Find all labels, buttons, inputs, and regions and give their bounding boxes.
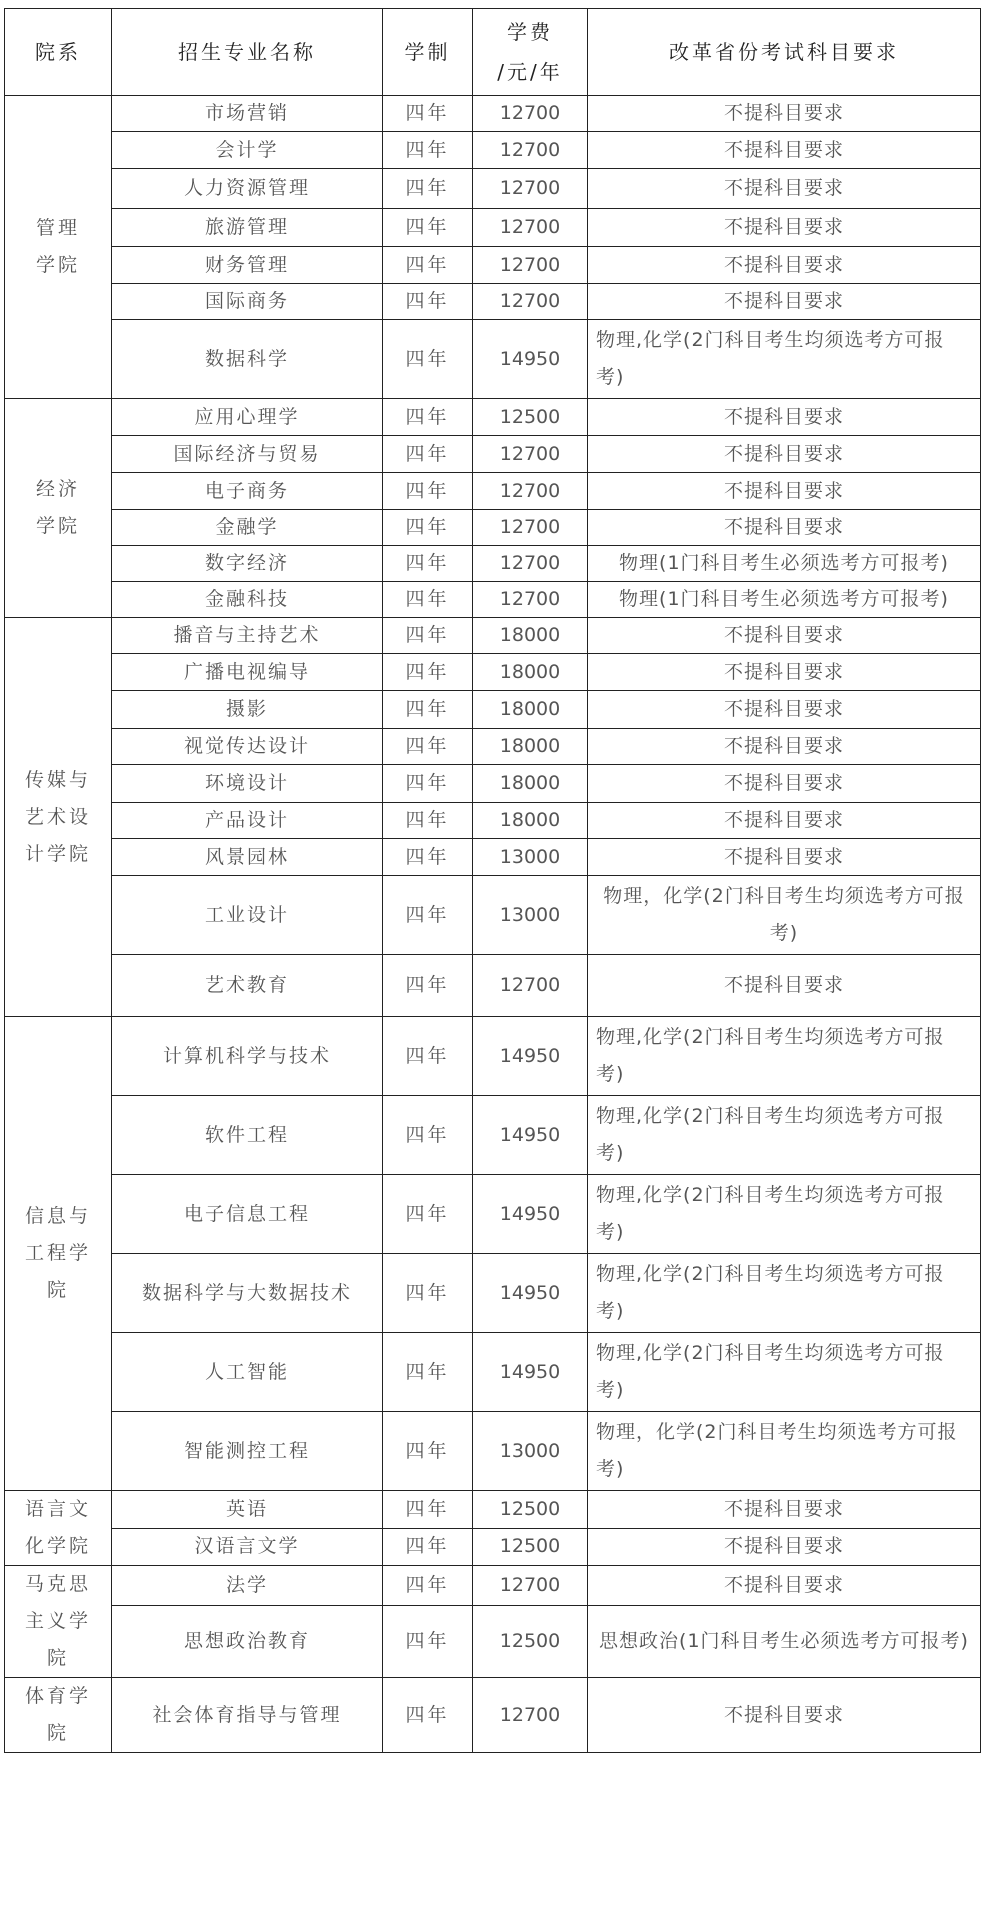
tuition-fee: 12500 <box>473 1491 588 1529</box>
subject-requirement: 物理,化学(2门科目考生均须选考方可报考) <box>588 320 981 399</box>
duration: 四年 <box>383 1017 473 1096</box>
major-name: 思想政治教育 <box>112 1606 383 1678</box>
major-name: 环境设计 <box>112 765 383 803</box>
tuition-fee: 18000 <box>473 803 588 839</box>
table-row <box>5 1254 981 1333</box>
major-name: 汉语言文学 <box>112 1528 383 1566</box>
tuition-fee: 12700 <box>473 510 588 546</box>
duration: 四年 <box>383 436 473 473</box>
table-row <box>5 209 981 247</box>
table-row <box>5 510 981 546</box>
major-name: 社会体育指导与管理 <box>112 1678 383 1753</box>
major-name: 法学 <box>112 1566 383 1606</box>
table-row <box>5 1333 981 1412</box>
subject-requirement: 物理,化学(2门科目考生均须选考方可报考) <box>588 1096 981 1175</box>
major-name: 金融学 <box>112 510 383 546</box>
subject-requirement: 不提科目要求 <box>588 654 981 691</box>
tuition-fee: 12700 <box>473 1566 588 1606</box>
tuition-fee: 13000 <box>473 876 588 955</box>
dept-cell <box>5 1491 112 1566</box>
table-row <box>5 765 981 803</box>
duration: 四年 <box>383 765 473 803</box>
duration: 四年 <box>383 1491 473 1529</box>
major-name: 电子信息工程 <box>112 1175 383 1254</box>
duration: 四年 <box>383 654 473 691</box>
dept-name-line: 传媒与 <box>24 768 91 791</box>
major-name: 国际经济与贸易 <box>112 436 383 473</box>
major-name: 人工智能 <box>112 1333 383 1412</box>
major-name: 软件工程 <box>112 1096 383 1175</box>
duration: 四年 <box>383 691 473 729</box>
tuition-fee: 13000 <box>473 1412 588 1491</box>
duration: 四年 <box>383 96 473 132</box>
dept-cell <box>5 618 112 1017</box>
table-row <box>5 1606 981 1678</box>
subject-requirement: 物理(1门科目考生必须选考方可报考) <box>588 582 981 618</box>
admissions-table <box>4 8 981 1753</box>
duration: 四年 <box>383 839 473 876</box>
subject-requirement: 不提科目要求 <box>588 169 981 209</box>
dept-cell <box>5 1678 112 1753</box>
subject-requirement: 不提科目要求 <box>588 765 981 803</box>
dept-name-line: 学院 <box>35 254 80 276</box>
duration: 四年 <box>383 169 473 209</box>
major-name: 市场营销 <box>112 96 383 132</box>
subject-requirement: 不提科目要求 <box>588 1566 981 1606</box>
duration: 四年 <box>383 284 473 320</box>
subject-requirement: 物理,化学(2门科目考生均须选考方可报考) <box>588 1175 981 1254</box>
major-name: 视觉传达设计 <box>112 729 383 765</box>
major-name: 金融科技 <box>112 582 383 618</box>
tuition-fee: 12500 <box>473 1528 588 1566</box>
major-name: 数据科学 <box>112 320 383 399</box>
header-fee-line1: 学费 <box>507 20 553 44</box>
table-row <box>5 132 981 169</box>
tuition-fee: 13000 <box>473 839 588 876</box>
subject-requirement: 物理，化学(2门科目考生均须选考方可报考) <box>588 876 981 955</box>
dept-name-line: 艺术设 <box>24 805 91 828</box>
dept-cell <box>5 1566 112 1678</box>
major-name: 数字经济 <box>112 546 383 582</box>
duration: 四年 <box>383 1566 473 1606</box>
table-row <box>5 546 981 582</box>
dept-cell <box>5 1017 112 1491</box>
duration: 四年 <box>383 955 473 1017</box>
table-row <box>5 169 981 209</box>
tuition-fee: 14950 <box>473 1017 588 1096</box>
header-fee <box>473 9 588 96</box>
major-name: 人力资源管理 <box>112 169 383 209</box>
dept-name-line: 院 <box>46 1722 69 1744</box>
table-row <box>5 1175 981 1254</box>
dept-name-line: 管理 <box>35 217 80 239</box>
tuition-fee: 14950 <box>473 1254 588 1333</box>
subject-requirement: 不提科目要求 <box>588 473 981 510</box>
subject-requirement: 物理(1门科目考生必须选考方可报考) <box>588 546 981 582</box>
table-row <box>5 876 981 955</box>
tuition-fee: 18000 <box>473 691 588 729</box>
table-row <box>5 436 981 473</box>
tuition-fee: 12500 <box>473 399 588 436</box>
duration: 四年 <box>383 1333 473 1412</box>
admissions-table-container <box>4 8 981 1753</box>
duration: 四年 <box>383 510 473 546</box>
table-row <box>5 473 981 510</box>
subject-requirement: 不提科目要求 <box>588 209 981 247</box>
duration: 四年 <box>383 132 473 169</box>
header-major: 招生专业名称 <box>112 9 383 96</box>
major-name: 数据科学与大数据技术 <box>112 1254 383 1333</box>
major-name: 播音与主持艺术 <box>112 618 383 654</box>
tuition-fee: 18000 <box>473 765 588 803</box>
subject-requirement: 思想政治(1门科目考生必须选考方可报考) <box>588 1606 981 1678</box>
subject-requirement: 物理,化学(2门科目考生均须选考方可报考) <box>588 1333 981 1412</box>
duration: 四年 <box>383 399 473 436</box>
dept-cell <box>5 96 112 399</box>
subject-requirement: 不提科目要求 <box>588 1528 981 1566</box>
major-name: 风景园林 <box>112 839 383 876</box>
dept-name-line: 化学院 <box>24 1535 91 1557</box>
subject-requirement: 不提科目要求 <box>588 510 981 546</box>
dept-name-line: 计学院 <box>24 842 91 865</box>
major-name: 财务管理 <box>112 247 383 284</box>
table-row <box>5 654 981 691</box>
table-row <box>5 729 981 765</box>
dept-name-line: 院 <box>46 1647 69 1669</box>
subject-requirement: 不提科目要求 <box>588 803 981 839</box>
dept-name-line: 经济 <box>35 478 80 500</box>
duration: 四年 <box>383 803 473 839</box>
duration: 四年 <box>383 1606 473 1678</box>
duration: 四年 <box>383 209 473 247</box>
table-row <box>5 1566 981 1606</box>
dept-name-line: 体育学 <box>24 1685 91 1707</box>
subject-requirement: 物理,化学(2门科目考生均须选考方可报考) <box>588 1254 981 1333</box>
table-row <box>5 1491 981 1529</box>
duration: 四年 <box>383 546 473 582</box>
table-row <box>5 399 981 436</box>
duration: 四年 <box>383 320 473 399</box>
duration: 四年 <box>383 729 473 765</box>
subject-requirement: 不提科目要求 <box>588 1678 981 1753</box>
table-row <box>5 247 981 284</box>
subject-requirement: 不提科目要求 <box>588 436 981 473</box>
tuition-fee: 12700 <box>473 96 588 132</box>
major-name: 广播电视编导 <box>112 654 383 691</box>
dept-name-line: 信息与 <box>24 1205 91 1227</box>
header-fee-line2: /元/年 <box>497 60 563 84</box>
duration: 四年 <box>383 876 473 955</box>
subject-requirement: 不提科目要求 <box>588 399 981 436</box>
major-name: 智能测控工程 <box>112 1412 383 1491</box>
subject-requirement: 不提科目要求 <box>588 729 981 765</box>
tuition-fee: 12700 <box>473 169 588 209</box>
subject-requirement: 不提科目要求 <box>588 1491 981 1529</box>
major-name: 艺术教育 <box>112 955 383 1017</box>
tuition-fee: 12700 <box>473 284 588 320</box>
subject-requirement: 不提科目要求 <box>588 691 981 729</box>
major-name: 摄影 <box>112 691 383 729</box>
subject-requirement: 不提科目要求 <box>588 955 981 1017</box>
dept-name-line: 语言文 <box>24 1498 91 1520</box>
table-row <box>5 96 981 132</box>
tuition-fee: 12500 <box>473 1606 588 1678</box>
duration: 四年 <box>383 473 473 510</box>
major-name: 电子商务 <box>112 473 383 510</box>
tuition-fee: 14950 <box>473 320 588 399</box>
tuition-fee: 12700 <box>473 132 588 169</box>
dept-name-line: 院 <box>46 1279 69 1301</box>
tuition-fee: 12700 <box>473 1678 588 1753</box>
subject-requirement: 不提科目要求 <box>588 284 981 320</box>
subject-requirement: 物理，化学(2门科目考生均须选考方可报考) <box>588 1412 981 1491</box>
duration: 四年 <box>383 1528 473 1566</box>
major-name: 会计学 <box>112 132 383 169</box>
duration: 四年 <box>383 618 473 654</box>
major-name: 工业设计 <box>112 876 383 955</box>
duration: 四年 <box>383 582 473 618</box>
tuition-fee: 18000 <box>473 654 588 691</box>
tuition-fee: 12700 <box>473 955 588 1017</box>
subject-requirement: 物理,化学(2门科目考生均须选考方可报考) <box>588 1017 981 1096</box>
table-row <box>5 1678 981 1753</box>
major-name: 英语 <box>112 1491 383 1529</box>
subject-requirement: 不提科目要求 <box>588 839 981 876</box>
header-requirement: 改革省份考试科目要求 <box>588 9 981 96</box>
table-row <box>5 1096 981 1175</box>
major-name: 计算机科学与技术 <box>112 1017 383 1096</box>
major-name: 国际商务 <box>112 284 383 320</box>
table-row <box>5 1412 981 1491</box>
table-row <box>5 691 981 729</box>
table-row <box>5 1017 981 1096</box>
table-row <box>5 839 981 876</box>
tuition-fee: 12700 <box>473 546 588 582</box>
table-row <box>5 1528 981 1566</box>
table-row <box>5 320 981 399</box>
header-duration: 学制 <box>383 9 473 96</box>
tuition-fee: 14950 <box>473 1175 588 1254</box>
tuition-fee: 12700 <box>473 209 588 247</box>
table-body <box>5 96 981 1753</box>
major-name: 产品设计 <box>112 803 383 839</box>
subject-requirement: 不提科目要求 <box>588 247 981 284</box>
table-row <box>5 955 981 1017</box>
dept-cell <box>5 399 112 618</box>
dept-name-line: 马克思 <box>24 1573 91 1595</box>
tuition-fee: 12700 <box>473 473 588 510</box>
duration: 四年 <box>383 1175 473 1254</box>
tuition-fee: 12700 <box>473 436 588 473</box>
duration: 四年 <box>383 247 473 284</box>
tuition-fee: 14950 <box>473 1333 588 1412</box>
dept-name-line: 工程学 <box>24 1242 91 1264</box>
header-row <box>5 9 981 96</box>
tuition-fee: 12700 <box>473 582 588 618</box>
major-name: 旅游管理 <box>112 209 383 247</box>
dept-name-line: 主义学 <box>24 1610 91 1632</box>
tuition-fee: 18000 <box>473 729 588 765</box>
major-name: 应用心理学 <box>112 399 383 436</box>
table-row <box>5 582 981 618</box>
table-row <box>5 803 981 839</box>
dept-name-line: 学院 <box>35 515 80 537</box>
duration: 四年 <box>383 1254 473 1333</box>
tuition-fee: 12700 <box>473 247 588 284</box>
subject-requirement: 不提科目要求 <box>588 96 981 132</box>
table-row <box>5 618 981 654</box>
table-row <box>5 284 981 320</box>
header-dept: 院系 <box>5 9 112 96</box>
subject-requirement: 不提科目要求 <box>588 618 981 654</box>
tuition-fee: 14950 <box>473 1096 588 1175</box>
duration: 四年 <box>383 1096 473 1175</box>
duration: 四年 <box>383 1412 473 1491</box>
duration: 四年 <box>383 1678 473 1753</box>
tuition-fee: 18000 <box>473 618 588 654</box>
subject-requirement: 不提科目要求 <box>588 132 981 169</box>
